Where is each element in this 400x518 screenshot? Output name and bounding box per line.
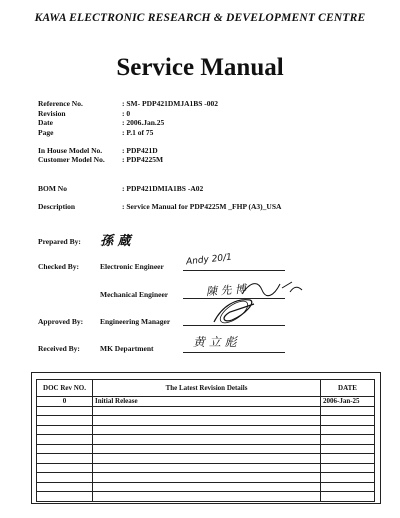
- description-label: Description: [38, 202, 76, 211]
- details-cell: Initial Release: [93, 397, 321, 407]
- manager-signature: [210, 296, 260, 326]
- table-row: [37, 444, 375, 454]
- electronic-signature: Andy 20/1: [185, 252, 233, 268]
- customer-model-value: : PDP4225M: [122, 155, 164, 164]
- table-row: [37, 492, 375, 502]
- page-value: : P.1 of 75: [122, 128, 154, 137]
- date-header: DATE: [321, 380, 375, 397]
- document-title: Service Manual: [116, 54, 284, 81]
- inhouse-model-value: : PDP421D: [122, 146, 158, 155]
- table-row: [37, 463, 375, 473]
- reference-value: : SM- PDP421DMJA1BS -002: [122, 99, 219, 108]
- table-row: [37, 416, 375, 426]
- prepared-by-label: Prepared By:: [38, 237, 81, 246]
- rev-no-cell: 0: [37, 397, 93, 407]
- reference-label: Reference No.: [38, 99, 83, 108]
- table-row: [37, 406, 375, 416]
- description-value: : Service Manual for PDP4225M _FHP (A3)_USA: [122, 202, 282, 211]
- electronic-engineer-label: Electronic Engineer: [100, 262, 164, 271]
- received-signature: 黄 立 彪: [193, 335, 237, 349]
- date-label: Date: [38, 118, 53, 127]
- prepared-signature: 孫 蔵: [100, 234, 131, 249]
- mechanical-signature: 陳 先 博: [205, 282, 247, 299]
- table-row: [37, 482, 375, 492]
- table-row: [37, 397, 375, 407]
- details-header: The Latest Revision Details: [93, 380, 321, 397]
- doc-rev-header: DOC Rev NO.: [37, 380, 93, 397]
- date-cell: 2006-Jan-25: [321, 397, 375, 407]
- table-header-row: [37, 380, 375, 397]
- mk-department-label: MK Department: [100, 344, 154, 353]
- date-value: : 2006.Jan.25: [122, 118, 165, 127]
- bom-label: BOM No: [38, 184, 67, 193]
- customer-model-label: Customer Model No.: [38, 155, 105, 164]
- signature-line: [183, 270, 285, 271]
- page-label: Page: [38, 128, 54, 137]
- checked-by-label: Checked By:: [38, 262, 80, 271]
- company-name: KAWA ELECTRONIC RESEARCH & DEVELOPMENT CENTRE: [34, 12, 366, 24]
- signature-line: [183, 352, 285, 353]
- table-row: [37, 473, 375, 483]
- table-row: [37, 435, 375, 445]
- table-row: [37, 454, 375, 464]
- signature-line: [183, 325, 285, 326]
- mechanical-engineer-label: Mechanical Engineer: [100, 290, 169, 299]
- inhouse-model-label: In House Model No.: [38, 146, 103, 155]
- approved-by-label: Approved By:: [38, 317, 84, 326]
- received-by-label: Received By:: [38, 344, 80, 353]
- bom-value: : PDP421DMIA1BS -A02: [122, 184, 204, 193]
- engineering-manager-label: Engineering Manager: [100, 317, 171, 326]
- revision-label: Revision: [38, 109, 66, 118]
- revision-table: [36, 379, 375, 502]
- revision-value: : 0: [122, 109, 131, 118]
- table-row: [37, 425, 375, 435]
